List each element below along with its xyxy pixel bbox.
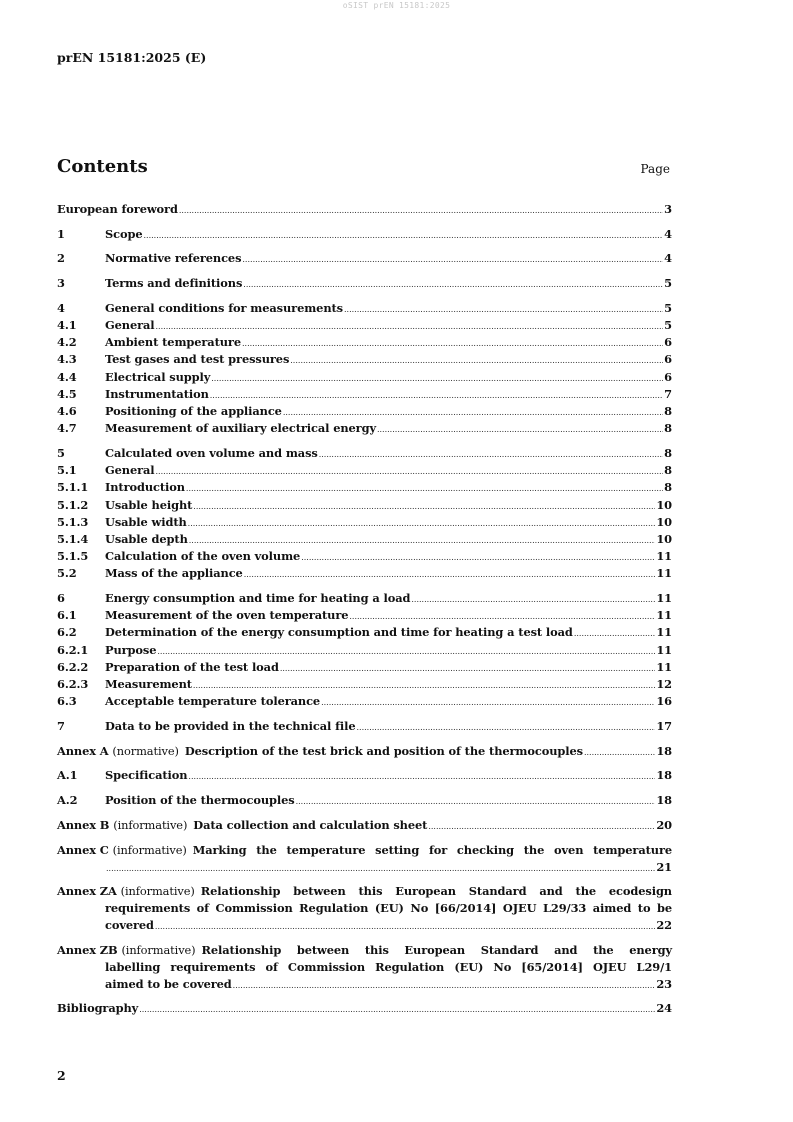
toc-entry-5-1-4[interactable] <box>57 531 672 548</box>
toc-page: 5 <box>664 318 672 333</box>
toc-page: 3 <box>664 202 672 216</box>
annex-label: Annex ZA (informative) <box>57 884 195 898</box>
toc-number: 6.2.3 <box>57 677 89 692</box>
toc-number: 4.1 <box>57 318 77 333</box>
toc-number: 2 <box>57 251 65 266</box>
toc-number: 7 <box>57 718 65 733</box>
toc-title: Terms and definitions <box>105 276 243 291</box>
toc-number: 5.2 <box>57 566 77 581</box>
toc-entry-5-1-3[interactable] <box>57 514 672 531</box>
toc-page: 4 <box>664 251 672 266</box>
leader-dots <box>377 421 663 435</box>
toc-title-continuation: labelling requirements of Commission Regulation (EU) No [65/2014] OJEU L29/1 <box>105 959 672 974</box>
leader-dots <box>211 370 663 384</box>
leader-dots <box>283 404 663 418</box>
toc-entry-general-conditions[interactable] <box>57 300 672 317</box>
toc-entry-annex-a[interactable] <box>57 743 672 760</box>
toc-entry-a-1[interactable] <box>57 767 672 784</box>
toc-number: 5.1.4 <box>57 531 89 546</box>
toc-title: Data collection and calculation sheet <box>193 817 428 832</box>
toc-page: 6 <box>664 369 672 384</box>
toc-number: 6.2.2 <box>57 659 89 674</box>
toc-number: 1 <box>57 226 65 241</box>
toc-page: 5 <box>664 300 672 315</box>
leader-dots <box>344 301 663 315</box>
toc-entry-scope[interactable] <box>57 226 672 243</box>
toc-page: 7 <box>664 386 672 401</box>
toc-title: Purpose <box>105 642 157 657</box>
toc-title: Position of the thermocouples <box>105 793 295 808</box>
leader-dots <box>188 768 655 782</box>
leader-dots <box>574 625 656 639</box>
toc-entry-6-2-2[interactable] <box>57 659 672 676</box>
toc-number: 6 <box>57 591 65 606</box>
toc-title: Relationship between this European Standard and the energy <box>201 942 672 957</box>
toc-title: Measurement of the oven temperature <box>105 608 349 623</box>
toc-title: Mass of the appliance <box>105 566 243 581</box>
toc-page: 20 <box>656 817 672 832</box>
leader-dots <box>179 202 663 216</box>
toc-entry-normative-references[interactable] <box>57 250 672 267</box>
leader-dots <box>186 480 663 494</box>
toc-number: 3 <box>57 276 65 291</box>
toc-title: General <box>105 463 155 478</box>
toc-entry-5-2[interactable] <box>57 565 672 582</box>
toc-title-continuation: requirements of Commission Regulation (EU) No [66/2014] OJEU L29/33 aimed to be <box>105 901 672 915</box>
toc-page: 18 <box>656 743 672 758</box>
toc-number: 5.1.2 <box>57 497 89 512</box>
toc-page: 8 <box>664 404 672 419</box>
toc-entry-4-7[interactable] <box>57 420 672 437</box>
toc-number: 4.7 <box>57 421 77 436</box>
toc-title: Data to be provided in the technical file <box>105 718 356 733</box>
leader-dots <box>301 549 655 563</box>
toc-entry-4-6[interactable] <box>57 403 672 420</box>
leader-dots <box>155 918 655 932</box>
toc-entry-6-2[interactable] <box>57 624 672 641</box>
leader-dots <box>189 532 656 546</box>
toc-number: 4 <box>57 300 65 315</box>
toc-title-continuation: aimed to be covered <box>105 976 232 991</box>
toc-number: 5 <box>57 445 65 460</box>
annex-label: Annex ZB (informative) <box>57 942 196 957</box>
toc-page: 10 <box>656 514 672 529</box>
toc-page: 16 <box>656 694 672 709</box>
leader-dots <box>242 335 663 349</box>
toc-page: 23 <box>656 976 672 991</box>
toc-title: Usable height <box>105 497 193 512</box>
toc-page: 8 <box>664 421 672 436</box>
toc-entry-technical-file[interactable] <box>57 718 672 735</box>
annex-label: Annex A (normative) <box>57 743 179 758</box>
toc-number: 6.2.1 <box>57 642 89 657</box>
toc-title: Preparation of the test load <box>105 659 279 674</box>
watermark: oSIST prEN 15181:2025 <box>342 1 451 10</box>
toc-entry-annex-za[interactable] <box>57 883 672 934</box>
toc-entry-5-1-2[interactable] <box>57 497 672 514</box>
toc-page: 11 <box>656 566 672 581</box>
toc-entry-5-1-5[interactable] <box>57 548 672 565</box>
toc-title: Scope <box>105 226 143 241</box>
leader-dots <box>193 498 655 512</box>
toc-title: Normative references <box>105 251 242 266</box>
toc-page: 11 <box>656 608 672 623</box>
leader-dots <box>243 276 663 290</box>
toc-title: European foreword <box>57 202 178 216</box>
leader-dots <box>280 660 656 674</box>
toc-page: 11 <box>656 549 672 564</box>
toc-number: 6.3 <box>57 694 77 709</box>
toc-title: Electrical supply <box>105 369 211 384</box>
toc-page: 18 <box>656 793 672 808</box>
annex-label: Annex B (informative) <box>57 817 188 832</box>
toc-entry-4-2[interactable] <box>57 334 672 351</box>
toc-number: 6.2 <box>57 625 77 640</box>
toc-entry-4-1[interactable] <box>57 317 672 334</box>
toc-entry-calculated-oven-volume[interactable] <box>57 445 672 462</box>
page-number: 2 <box>57 1068 66 1083</box>
toc-entry-a-2[interactable] <box>57 792 672 809</box>
table-of-contents <box>57 201 672 1017</box>
toc-entry-6-2-1[interactable] <box>57 642 672 659</box>
toc-title: Relationship between this European Standard and the ecodesign <box>200 884 672 898</box>
toc-number: 4.5 <box>57 386 77 401</box>
toc-entry-european-foreword[interactable] <box>57 201 672 218</box>
toc-page: 11 <box>656 659 672 674</box>
toc-page: 21 <box>656 859 672 874</box>
toc-number: A.1 <box>57 768 78 783</box>
leader-dots <box>210 387 663 401</box>
document-id: prEN 15181:2025 (E) <box>57 50 207 65</box>
toc-number: 5.1 <box>57 463 77 478</box>
leader-dots <box>242 251 663 265</box>
toc-page: 8 <box>664 445 672 460</box>
toc-entry-annex-b[interactable] <box>57 817 672 834</box>
leader-dots <box>349 608 655 622</box>
toc-page: 22 <box>656 918 672 932</box>
toc-title: Calculated oven volume and mass <box>105 445 318 460</box>
toc-page: 17 <box>656 718 672 733</box>
toc-title: Acceptable temperature tolerance <box>105 694 321 709</box>
toc-number: 5.1.5 <box>57 549 89 564</box>
leader-dots <box>244 566 656 580</box>
toc-entry-6-2-3[interactable] <box>57 676 672 693</box>
toc-entry-4-3[interactable] <box>57 351 672 368</box>
toc-page: 18 <box>656 768 672 783</box>
toc-title: Bibliography <box>57 1001 139 1015</box>
toc-entry-4-4[interactable] <box>57 369 672 386</box>
toc-entry-5-1-1[interactable] <box>57 479 672 496</box>
toc-number: 4.6 <box>57 404 77 419</box>
toc-page: 5 <box>664 276 672 291</box>
toc-title: Measurement <box>105 677 192 692</box>
leader-dots <box>106 860 655 874</box>
toc-entry-6-1[interactable] <box>57 607 672 624</box>
toc-title: General <box>105 318 155 333</box>
toc-page: 11 <box>656 591 672 606</box>
toc-page: 10 <box>656 531 672 546</box>
toc-number: A.2 <box>57 793 78 808</box>
leader-dots <box>428 818 655 832</box>
leader-dots <box>156 463 664 477</box>
toc-entry-annex-zb[interactable] <box>57 942 672 993</box>
toc-page: 4 <box>664 226 672 241</box>
toc-title-continuation: covered <box>105 918 154 932</box>
toc-title: Specification <box>105 768 188 783</box>
toc-title: Instrumentation <box>105 386 209 401</box>
toc-title: Ambient temperature <box>105 335 241 350</box>
toc-title: Calculation of the oven volume <box>105 549 301 564</box>
toc-entry-bibliography[interactable] <box>57 1000 672 1017</box>
leader-dots <box>296 793 656 807</box>
leader-dots <box>157 643 655 657</box>
annex-label: Annex C (informative) <box>57 842 187 857</box>
toc-title: Description of the test brick and position of the thermocouples <box>184 743 583 758</box>
toc-title: Measurement of auxiliary electrical energy <box>105 421 376 436</box>
toc-number: 6.1 <box>57 608 77 623</box>
toc-title: General conditions for measurements <box>105 300 343 315</box>
leader-dots <box>156 318 664 332</box>
toc-title: Determination of the energy consumption and time for heating a test load <box>105 625 573 640</box>
toc-entry-5-1[interactable] <box>57 462 672 479</box>
toc-page: 12 <box>656 677 672 692</box>
toc-entry-energy-consumption[interactable] <box>57 590 672 607</box>
toc-title: Test gases and test pressures <box>105 352 290 367</box>
leader-dots <box>139 1001 655 1015</box>
toc-entry-annex-c[interactable] <box>57 842 672 876</box>
toc-number: 4.2 <box>57 335 77 350</box>
toc-title: Usable width <box>105 514 187 529</box>
leader-dots <box>357 719 656 733</box>
leader-dots <box>188 515 656 529</box>
page-column-header: Page <box>640 162 670 176</box>
toc-number: 4.3 <box>57 352 77 367</box>
leader-dots <box>584 744 655 758</box>
toc-page: 6 <box>664 352 672 367</box>
toc-entry-6-3[interactable] <box>57 693 672 710</box>
leader-dots <box>233 977 656 991</box>
toc-page: 8 <box>664 463 672 478</box>
toc-page: 24 <box>656 1001 672 1015</box>
leader-dots <box>143 227 663 241</box>
toc-number: 5.1.3 <box>57 514 89 529</box>
toc-page: 10 <box>656 497 672 512</box>
toc-entry-4-5[interactable] <box>57 386 672 403</box>
leader-dots <box>321 694 655 708</box>
toc-entry-terms-and-definitions[interactable] <box>57 275 672 292</box>
toc-title: Marking the temperature setting for checking the oven temperature <box>192 842 672 857</box>
toc-page: 11 <box>656 642 672 657</box>
toc-title: Usable depth <box>105 531 188 546</box>
leader-dots <box>411 591 655 605</box>
toc-page: 8 <box>664 480 672 495</box>
toc-title: Introduction <box>105 480 185 495</box>
leader-dots <box>319 446 663 460</box>
toc-number: 4.4 <box>57 369 77 384</box>
toc-page: 6 <box>664 335 672 350</box>
toc-title: Energy consumption and time for heating a load <box>105 591 411 606</box>
toc-number: 5.1.1 <box>57 480 89 495</box>
contents-heading: Contents <box>57 156 148 177</box>
leader-dots <box>193 677 655 691</box>
leader-dots <box>290 352 663 366</box>
toc-page: 11 <box>656 625 672 640</box>
toc-title: Positioning of the appliance <box>105 404 282 419</box>
